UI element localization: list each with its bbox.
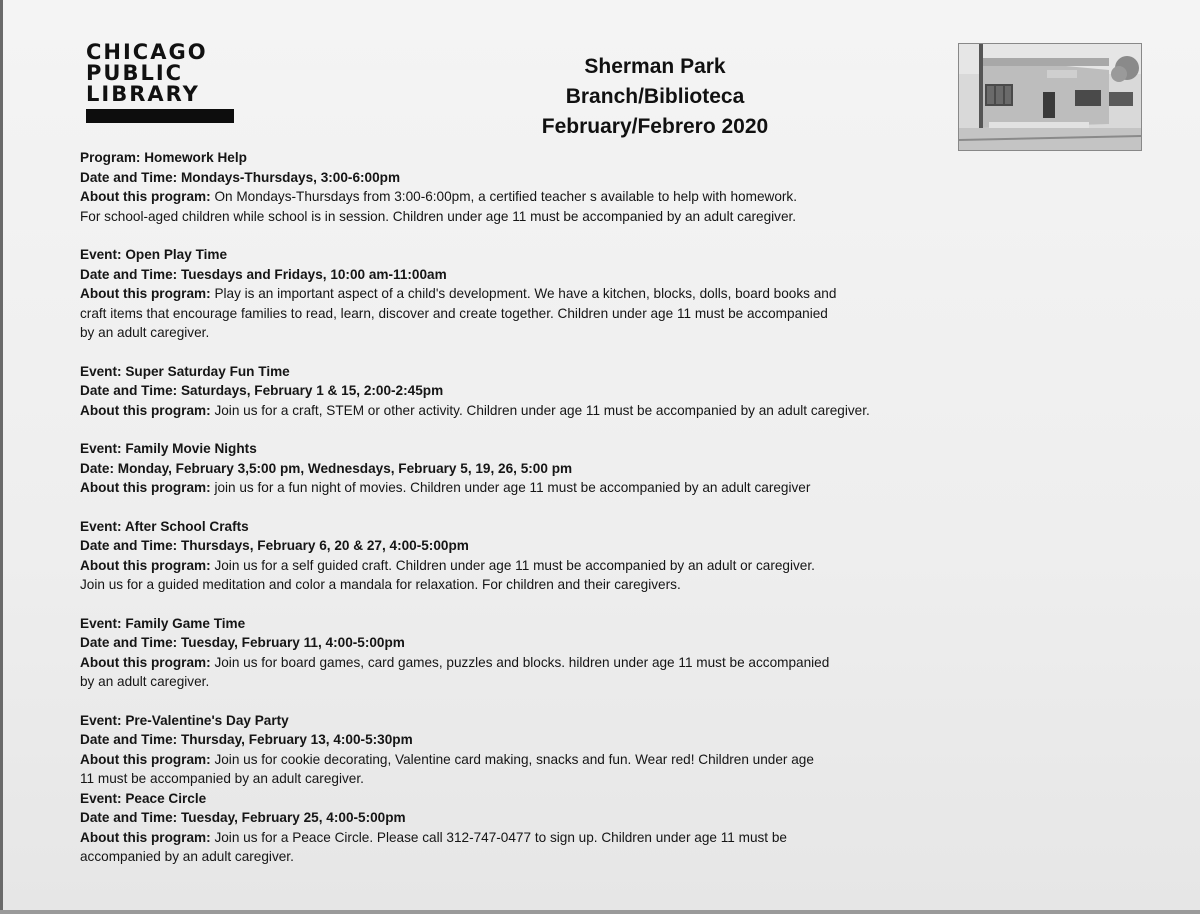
event-about-line <box>80 284 1080 304</box>
about-text: On Mondays-Thursdays from 3:00-6:00pm, a certified teacher s available to help with homework. <box>214 189 797 204</box>
title-month: February/Febrero 2020 <box>541 115 769 138</box>
event-date-line <box>80 730 1080 750</box>
date-label: Date and Time: <box>80 383 178 398</box>
date-value: Saturdays, February 1 & 15, 2:00-2:45pm <box>180 383 444 398</box>
flyer-title <box>440 52 870 142</box>
about-label: About this program: <box>80 829 211 845</box>
about-label: About this program: <box>80 654 211 670</box>
event-heading: Program: Homework Help <box>80 150 247 165</box>
scan-edge-left <box>0 0 3 914</box>
about-label: About this program: <box>80 402 211 418</box>
event-about-line <box>80 401 1080 421</box>
event-heading: Event: Pre-Valentine's Day Party <box>80 712 289 728</box>
date-value: Thursdays, February 6, 20 & 27, 4:00-5:00pm <box>180 538 469 553</box>
event-about-line: craft items that encourage families to read, learn, discover and create together. Children under age 11 must be accompanied <box>80 305 828 321</box>
date-value: Tuesday, February 25, 4:00-5:00pm <box>180 810 406 825</box>
library-building-image <box>959 44 1141 150</box>
library-building-photo <box>958 43 1142 151</box>
about-text: Join us for board games, card games, puzzles and blocks. hildren under age 11 must be accompanied <box>214 654 830 670</box>
about-text: Join us for a craft, STEM or other activity. Children under age 11 must be accompanied by an adult caregiver. <box>214 402 870 418</box>
about-text: join us for a fun night of movies. Children under age 11 must be accompanied by an adult caregiver <box>214 480 811 495</box>
event-date-line <box>80 633 1080 653</box>
event-about-line <box>80 556 1080 576</box>
scan-edge-bottom <box>0 910 1200 914</box>
about-text: Join us for a self guided craft. Children under age 11 must be accompanied by an adult or caregiver. <box>214 557 815 573</box>
date-value: Mondays-Thursdays, 3:00-6:00pm <box>180 169 401 185</box>
event-super-saturday-fun-time <box>80 362 1080 421</box>
event-family-movie-nights <box>80 439 1080 498</box>
event-after-school-crafts <box>80 517 1080 595</box>
date-label: Date and Time: <box>80 732 178 747</box>
event-family-game-time <box>80 614 1080 692</box>
event-date-line <box>80 265 1080 285</box>
event-date-line <box>80 459 1080 479</box>
about-text: Join us for a Peace Circle. Please call 312-747-0477 to sign up. Children under age 11 must be <box>214 829 787 845</box>
about-label: About this program: <box>80 480 211 495</box>
event-about-line <box>80 653 1080 673</box>
event-date-line <box>80 808 1080 828</box>
date-label: Date and Time: <box>80 169 178 185</box>
event-about-line <box>80 187 1080 207</box>
title-branch-subtitle: Branch/Biblioteca <box>565 85 745 108</box>
chicago-public-library-logo <box>86 42 236 123</box>
date-label: Date and Time: <box>80 538 178 553</box>
event-about-line: by an adult caregiver. <box>80 674 210 689</box>
date-value: Tuesday, February 11, 4:00-5:00pm <box>180 635 405 650</box>
event-heading: Event: Open Play Time <box>80 247 228 262</box>
event-open-play-time <box>80 245 1080 343</box>
logo-line-2: PUBLIC <box>86 61 184 85</box>
event-about-line <box>80 478 1080 498</box>
date-label: Date and Time: <box>80 266 178 282</box>
date-value: Monday, February 3,5:00 pm, Wednesdays, February 5, 19, 26, 5:00 pm <box>117 460 573 476</box>
event-about-line: Join us for a guided meditation and color a mandala for relaxation. For children and their caregivers. <box>80 577 681 592</box>
event-date-line <box>80 168 1080 188</box>
date-value: Thursday, February 13, 4:00-5:30pm <box>180 732 413 747</box>
logo-line-3: LIBRARY <box>86 82 200 106</box>
title-branch-name: Sherman Park <box>584 55 726 78</box>
event-date-line <box>80 536 1080 556</box>
about-label: About this program: <box>80 557 211 573</box>
about-label: About this program: <box>80 751 211 767</box>
event-peace-circle <box>80 789 1080 867</box>
event-heading: Event: Family Movie Nights <box>80 441 257 456</box>
date-label: Date: <box>80 460 114 476</box>
event-date-line <box>80 381 1080 401</box>
date-label: Date and Time: <box>80 810 178 825</box>
event-heading: Event: Family Game Time <box>80 615 246 631</box>
event-about-line: 11 must be accompanied by an adult caregiver. <box>80 771 364 786</box>
logo-bar <box>86 109 234 123</box>
event-about-line <box>80 750 1080 770</box>
event-list <box>80 148 1080 867</box>
about-label: About this program: <box>80 286 211 301</box>
event-heading: Event: After School Crafts <box>80 518 249 534</box>
about-text: Join us for cookie decorating, Valentine card making, snacks and fun. Wear red! Children under age <box>214 751 814 767</box>
event-pre-valentines-day-party <box>80 711 1080 789</box>
event-about-line <box>80 828 1080 848</box>
event-heading: Event: Peace Circle <box>80 790 207 806</box>
logo-line-1: CHICAGO <box>86 40 208 64</box>
event-about-line: by an adult caregiver. <box>80 325 210 340</box>
about-text: Play is an important aspect of a child's development. We have a kitchen, blocks, dolls, board books and <box>214 286 837 301</box>
event-about-line: accompanied by an adult caregiver. <box>80 849 294 864</box>
event-heading: Event: Super Saturday Fun Time <box>80 363 290 379</box>
about-label: About this program: <box>80 189 211 204</box>
date-value: Tuesdays and Fridays, 10:00 am-11:00am <box>180 266 447 282</box>
event-about-line: For school-aged children while school is in session. Children under age 11 must be accompanied by an adult caregiver. <box>80 208 797 224</box>
date-label: Date and Time: <box>80 635 178 650</box>
event-homework-help <box>80 148 1080 226</box>
